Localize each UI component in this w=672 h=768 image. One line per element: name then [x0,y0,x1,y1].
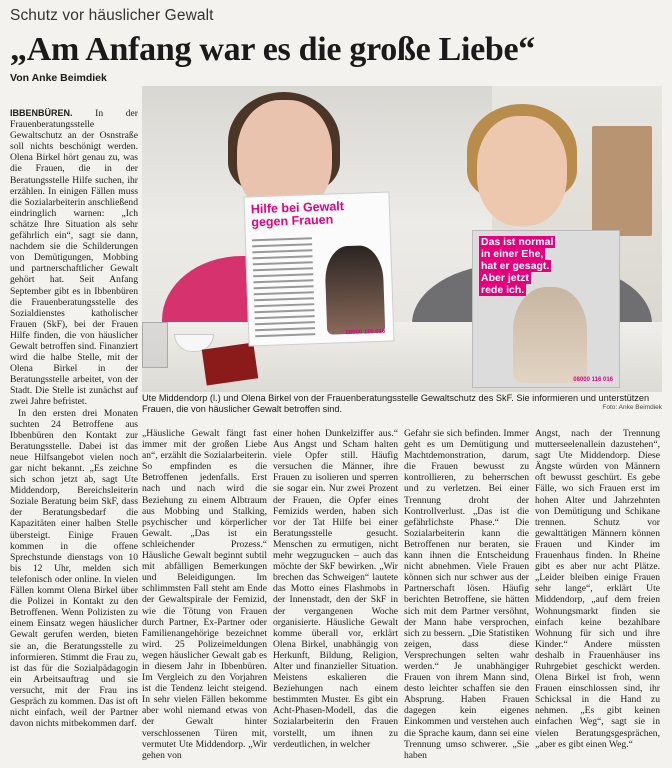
poster-left-textlines [252,237,316,341]
left-paragraph-1-text: In der Frauenberatungsstelle Gewaltschutz an der Osnstraße soll nichts beschönigt werden. Olena Birkel hört genau zu, was die Frauen, die in der Beratungsstelle Hilfe suchen, ihr erzählen. In einigen Fällen muss die Sozialarbeiterin anschließend eindringlich warnen: „Ich schätze Ihre Situation als sehr gefährlich ein“, sagt sie dann, nachdem sie die Schilderungen von Demütigungen, Mobbing und partnerschaftlicher Gewalt gehört hat. Seit Anfang September gibt es in Ibbenbüren die Frauenberatungsstelle des Sozialdienstes katholischer Frauen (SkF), bei der Frauen Hilfe finden, die von häuslicher Gewalt betroffen sind. Finanziert wird die halbe Stelle, mit der Olena Birkel in der Beratungsstelle arbeitet, von der Stadt. Die Stelle ist zunächst auf zwei Jahre befristet. [10,108,138,408]
poster-right-line-2: in einer Ehe, [481,248,544,260]
article-photo [142,86,662,392]
headline: „Am Anfang war es die große Liebe“ [10,31,535,68]
article-column-2 [273,428,398,762]
kicker: Schutz vor häuslicher Gewalt [10,7,214,24]
article-columns [142,428,662,762]
person-right-face [477,116,567,226]
poster-right-hotline: 08000 116 016 [573,377,613,383]
byline: Von Anke Beimdiek [10,72,107,84]
poster-right-portrait [513,287,587,383]
column-2-text: einer hohen Dunkelziffer aus.“ Aus Angst und Scham halten viele Opfer still. Häufig versuchen die Männer, ihre Frauen zu isolieren und sperren sie sogar ein. Nur zwei Prozent der Frauen, die Opfer eines Femizids werden, haben sich vor der Tat Hilfe bei einer Beratungsstelle gesucht. Menschen zu ermutigen, nicht mehr wegzugucken – auch das möchte der SkF bewirken. „Wir brechen das Schweigen“ lautete das Motto eines Flashmobs in der Innenstadt, den der SkF in der vergangenen Woche organisierte. Häusliche Gewalt komme überall vor, erklärt Olena Birkel, unabhängig von Herkunft, Bildung, Religion, Alter und finanzieller Situation. Meistens eskalieren die Beziehungen nach einem bestimmten Muster. Es gibt ein Acht-Phasen-Modell, das die Sozialarbeiterin den Frauen vorstellt, um ihnen zu verdeutlichen, in welcher [273,428,398,750]
photo-credit: Foto: Anke Beimdiek [602,404,662,411]
poster-right [472,230,620,388]
photo-notepad [202,343,259,386]
poster-right-line-3: hat er gesagt. [481,260,550,272]
dateline: IBBENBÜREN. [10,108,73,118]
poster-right-line-5: rede ich. [481,284,525,296]
left-paragraph-1 [10,108,138,408]
article-column-4 [535,428,660,762]
left-column [10,108,138,758]
article-column-3 [404,428,529,762]
poster-right-line-1: Das ist normal [481,236,554,248]
poster-right-line-4: Aber jetzt [481,272,529,284]
column-1-text: „Häusliche Gewalt fängt fast immer mit der großen Liebe an“, erzählt die Sozialarbeiterin. So empfinden es die Betroffenen jedenfalls. Erst nach und nach wird die Beziehung zu einem Albtraum aus Mobbing und Stalking, psychischer und körperlicher Gewalt. „Das ist ein schleichender Prozess.“ Häusliche Gewalt beginnt subtil mit abfälligen Bemerkungen und Beleidigungen. Im schlimmsten Fall steht am Ende der Gewaltspirale der Femizid, wie die Tötung von Frauen durch Partner, Ex-Partner oder Familienangehörige bezeichnet wird. 25 Polizeimeldungen wegen häuslicher Gewalt gab es in diesem Jahr in Ibbenbüren. Im Vergleich zu den Vorjahren ist die Tendenz leicht steigend. In sehr vielen Fällen bekomme aber wohl niemand etwas von der Gewalt hinter verschlossenen Türen mit, vermutet Ute Middendorp. „Wir gehen von [142,428,267,761]
photo-glass [142,322,168,368]
photo-cabinet [592,126,652,236]
column-4-text: Angst, nach der Trennung mutterseelenallein dazustehen“, sagt Ute Middendorp. Diese Ängste würden von Männern oft bewusst geschürt. Es gebe Fälle, wo sich Frauen erst im hohen Alter und Jahrzehnten von Demütigung und Schikane trennen. Schutz vor gewalttätigen Männern können Frauen und Kinder im Frauenhaus finden. In Rheine gibt es aber nur acht Plätze. „Leider bleiben einige Frauen sehr lange“, erklärt Ute Middendorp, „auf dem freien Wohnungsmarkt finden sie einfach keine bezahlbare Wohnung für sich und ihre Kinder.“ Andere müssten deshalb in Frauenhäuser ins Ruhrgebiet geschickt werden. Olena Birkel ist froh, wenn Frauen einschlossen sind, ihr Schicksal in die Hand zu nehmen. „Es gibt keinen einfachen Weg“, sagt sie in vielen Beratungsgesprächen, „aber es gibt einen Weg.“ [535,428,660,750]
poster-left-portrait [324,245,385,335]
poster-left-title: Hilfe bei Gewalt gegen Frauen [250,199,345,230]
article-column-1 [142,428,267,762]
column-3-text: Gefahr sie sich befinden. Immer geht es um Demütigung und Machtdemonstration, darum, die Frauen bewusst zu kontrollieren, zu beherrschen und zu verletzen. Bei einer Trennung droht der Kontrollverlust. „Das ist die gefährlichste Phase.“ Die Sozialarbeiterin kann die Betroffenen nur beraten, sie kann ihnen die Entscheidung nicht abnehmen. Viele Frauen können sich nur schwer aus der Partnerschaft lösen. Häufig berichten Betroffene, sie hätten sich mit dem Partner versöhnt, der Mann habe versprochen, sich zu bessern. „Die Statistiken zeigen, dass diese Versprechungen selten wahr werden.“ Je unabhängiger Frauen von ihrem Mann sind, desto leichter schaffen sie den Absprung. Haben Frauen dagegen kein eigenes Einkommen und verstehen auch die Sprache kaum, dann sei eine Trennung umso schwerer. „Sie haben [404,428,529,761]
photo-caption: Ute Middendorp (l.) und Olena Birkel von der Frauenberatungsstelle Gewaltschutz des SkF. Sie informieren und unterstützen Frauen, die von häuslicher Gewalt betroffen sind. [142,393,650,414]
poster-left [243,191,394,346]
poster-left-hotline: 08000 116 016 [345,328,386,337]
left-paragraph-2: In den ersten drei Monaten suchten 24 Betroffene aus Ibbenbüren den Kontakt zur Beratungsstelle. Dabei ist das neue Hilfsangebot vielen noch gar nicht bekannt. „Es zeichne sich schon jetzt ab, sagt Ute Middendorp, Bereichsleiterin Soziale Beratung beim SkF, dass der Beratungsbedarf die Kapazitäten einer halben Stelle übersteigt. Einige Frauen kommen in die offene Sprechstunde dienstags von 10 bis 12 Uhr, melden sich telefonisch oder online. In vielen Fällen kommt Olena Birkel über die Polizei in Kontakt zu den Betroffenen. Wenn Polizisten zu einem Einsatz wegen häuslicher Gewalt gerufen werden, bieten sie an, die Beratungsstelle zu informieren. Stimmt die Frau zu, ist das für die Sozialpädagogin ein Arbeitsauftrag und sie versucht, mit der Frau ins Gespräch zu kommen. Das ist oft nicht einfach, weil der Partner davon nichts mitbekommen darf. [10,407,138,730]
